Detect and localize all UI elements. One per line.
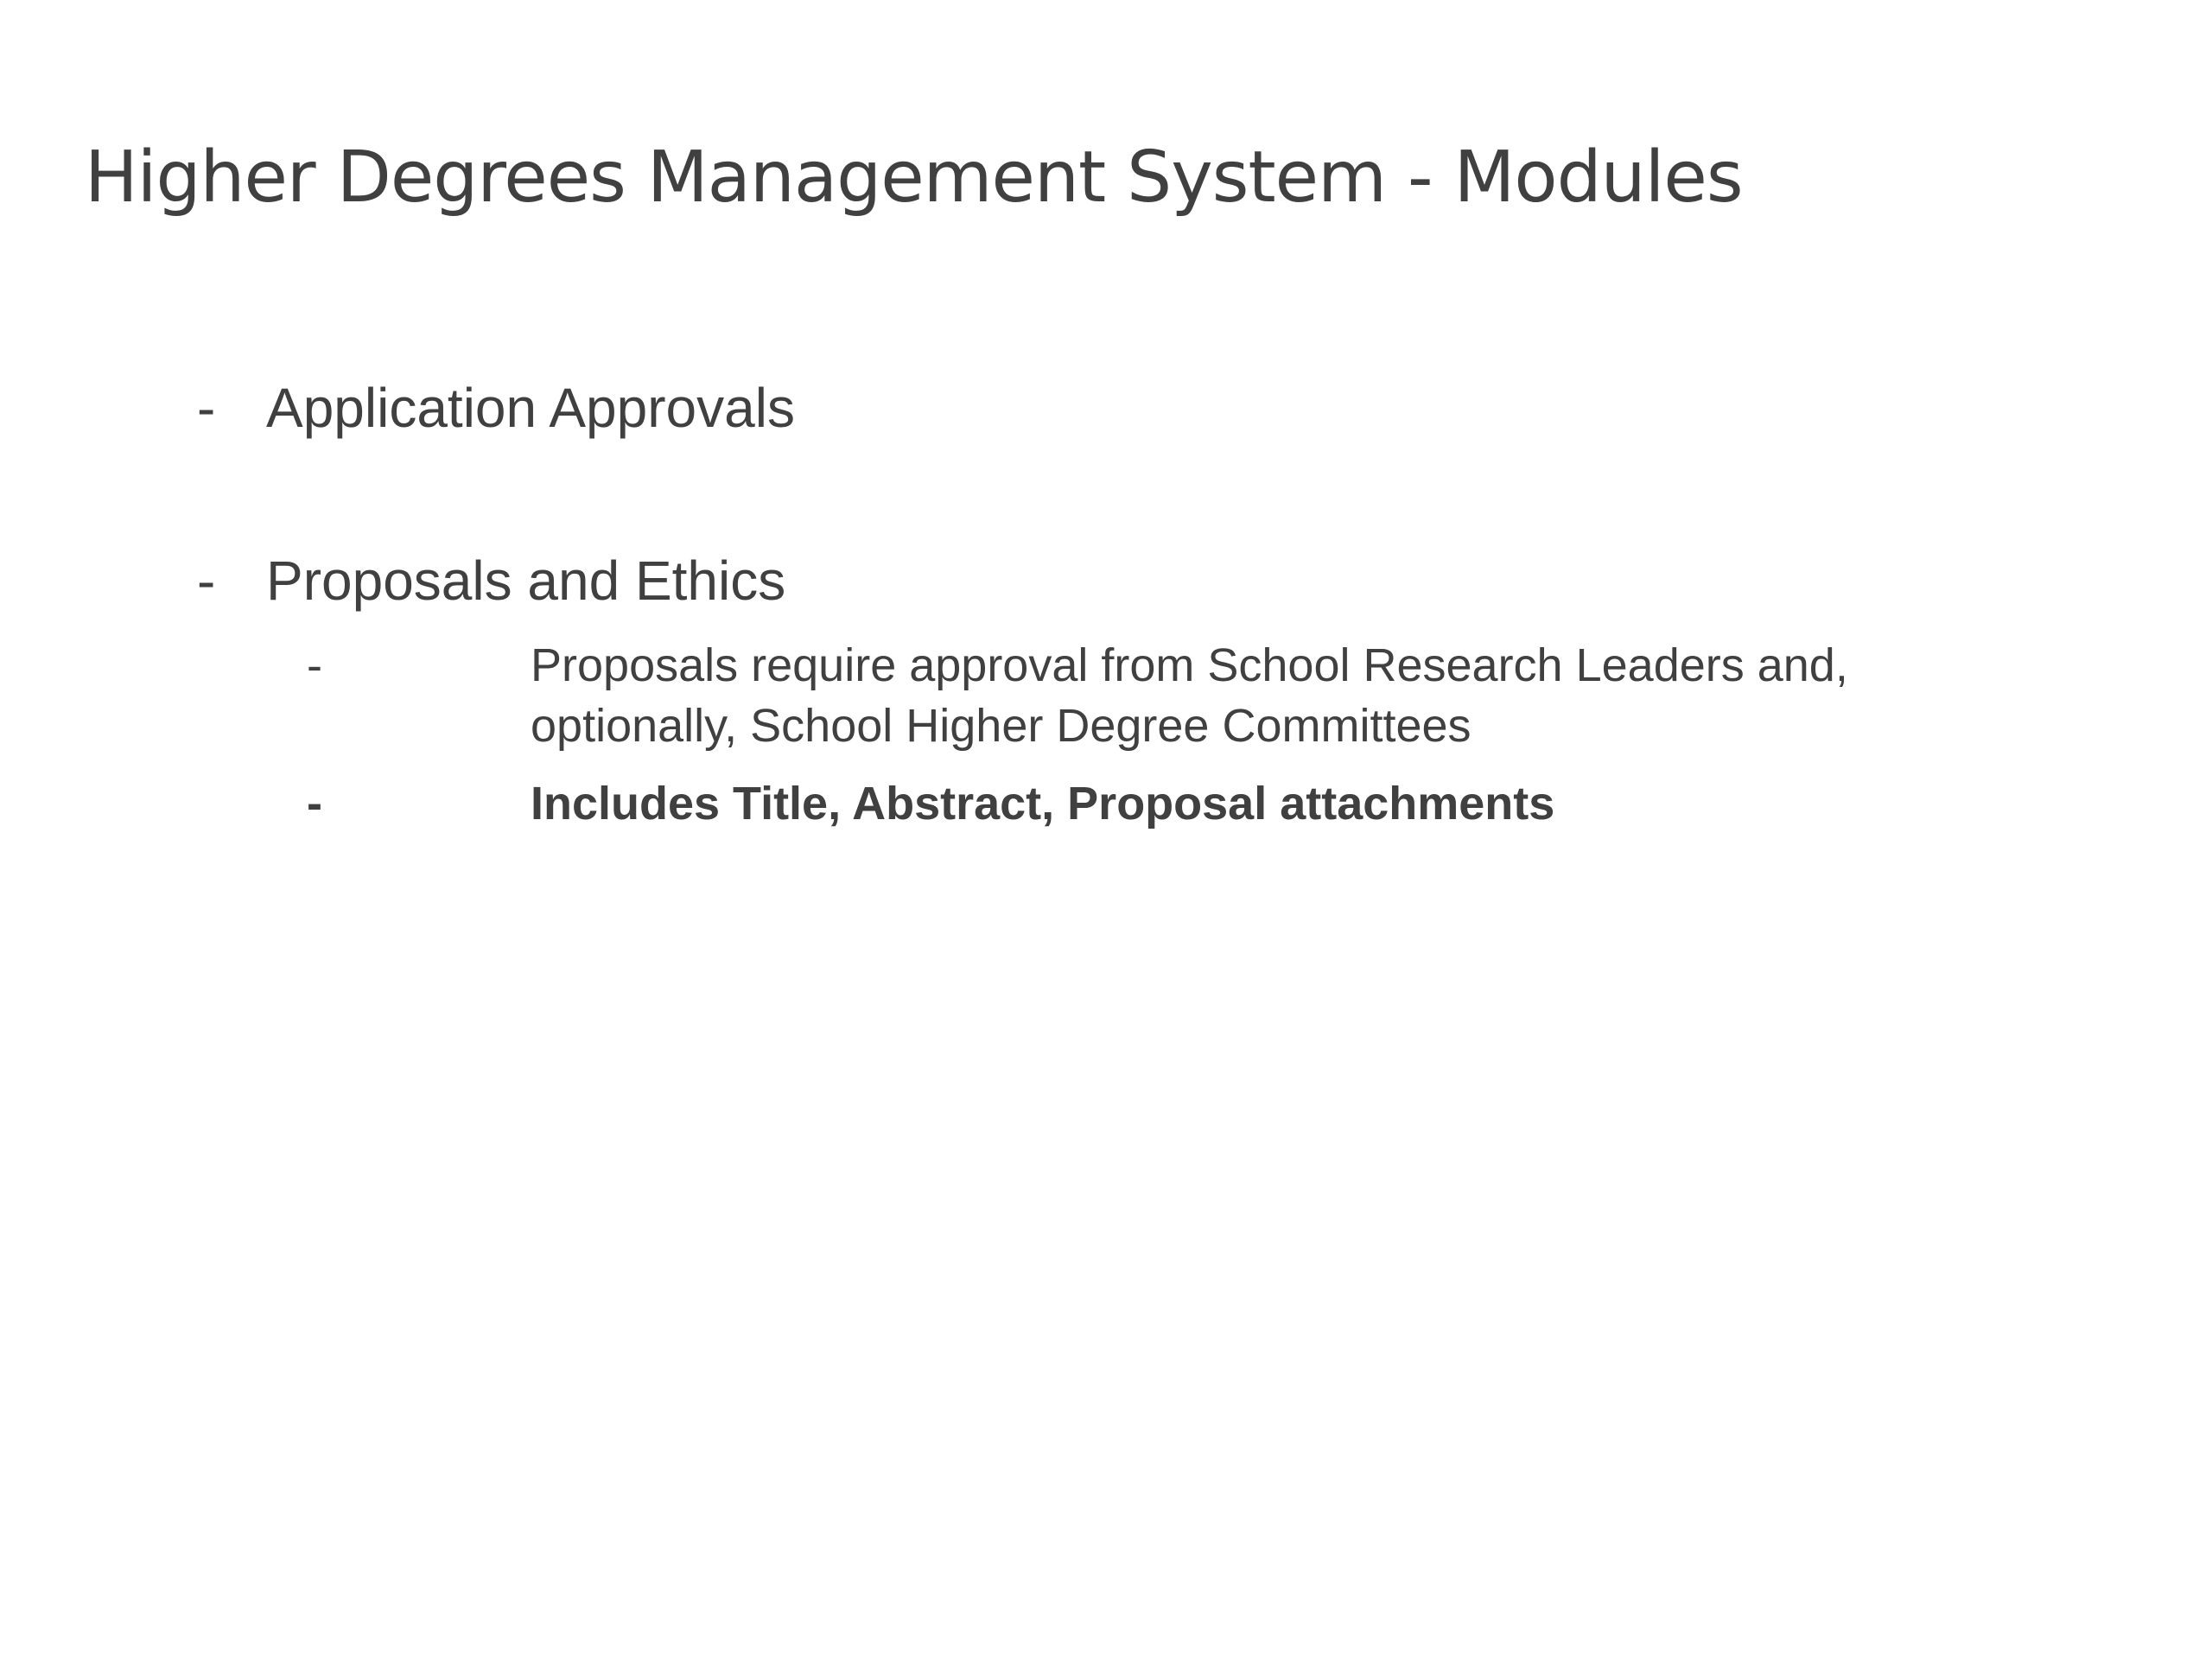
sub-bullet-marker: - (307, 778, 322, 830)
sub-bullet-marker: - (307, 639, 322, 691)
sub-bullet-line: optionally, School Higher Degree Committees (531, 700, 1471, 752)
slide-title: Higher Degrees Management System - Modules (85, 137, 1743, 219)
sub-bullet-line: Proposals require approval from School Research Leaders and, (531, 639, 1848, 691)
sub-bullet-line: Includes Title, Abstract, Proposal attachments (531, 778, 1555, 830)
sub-bullet-approval-requirement (0, 635, 2212, 756)
bullet-marker: - (197, 377, 216, 439)
bullet-text: Proposals and Ethics (266, 550, 786, 612)
sub-bullet-includes (0, 773, 2212, 834)
bullet-proposals-and-ethics (0, 550, 2212, 613)
bullet-marker: - (197, 550, 216, 612)
bullet-application-approvals (0, 377, 2212, 441)
bullet-text: Application Approvals (266, 377, 795, 439)
